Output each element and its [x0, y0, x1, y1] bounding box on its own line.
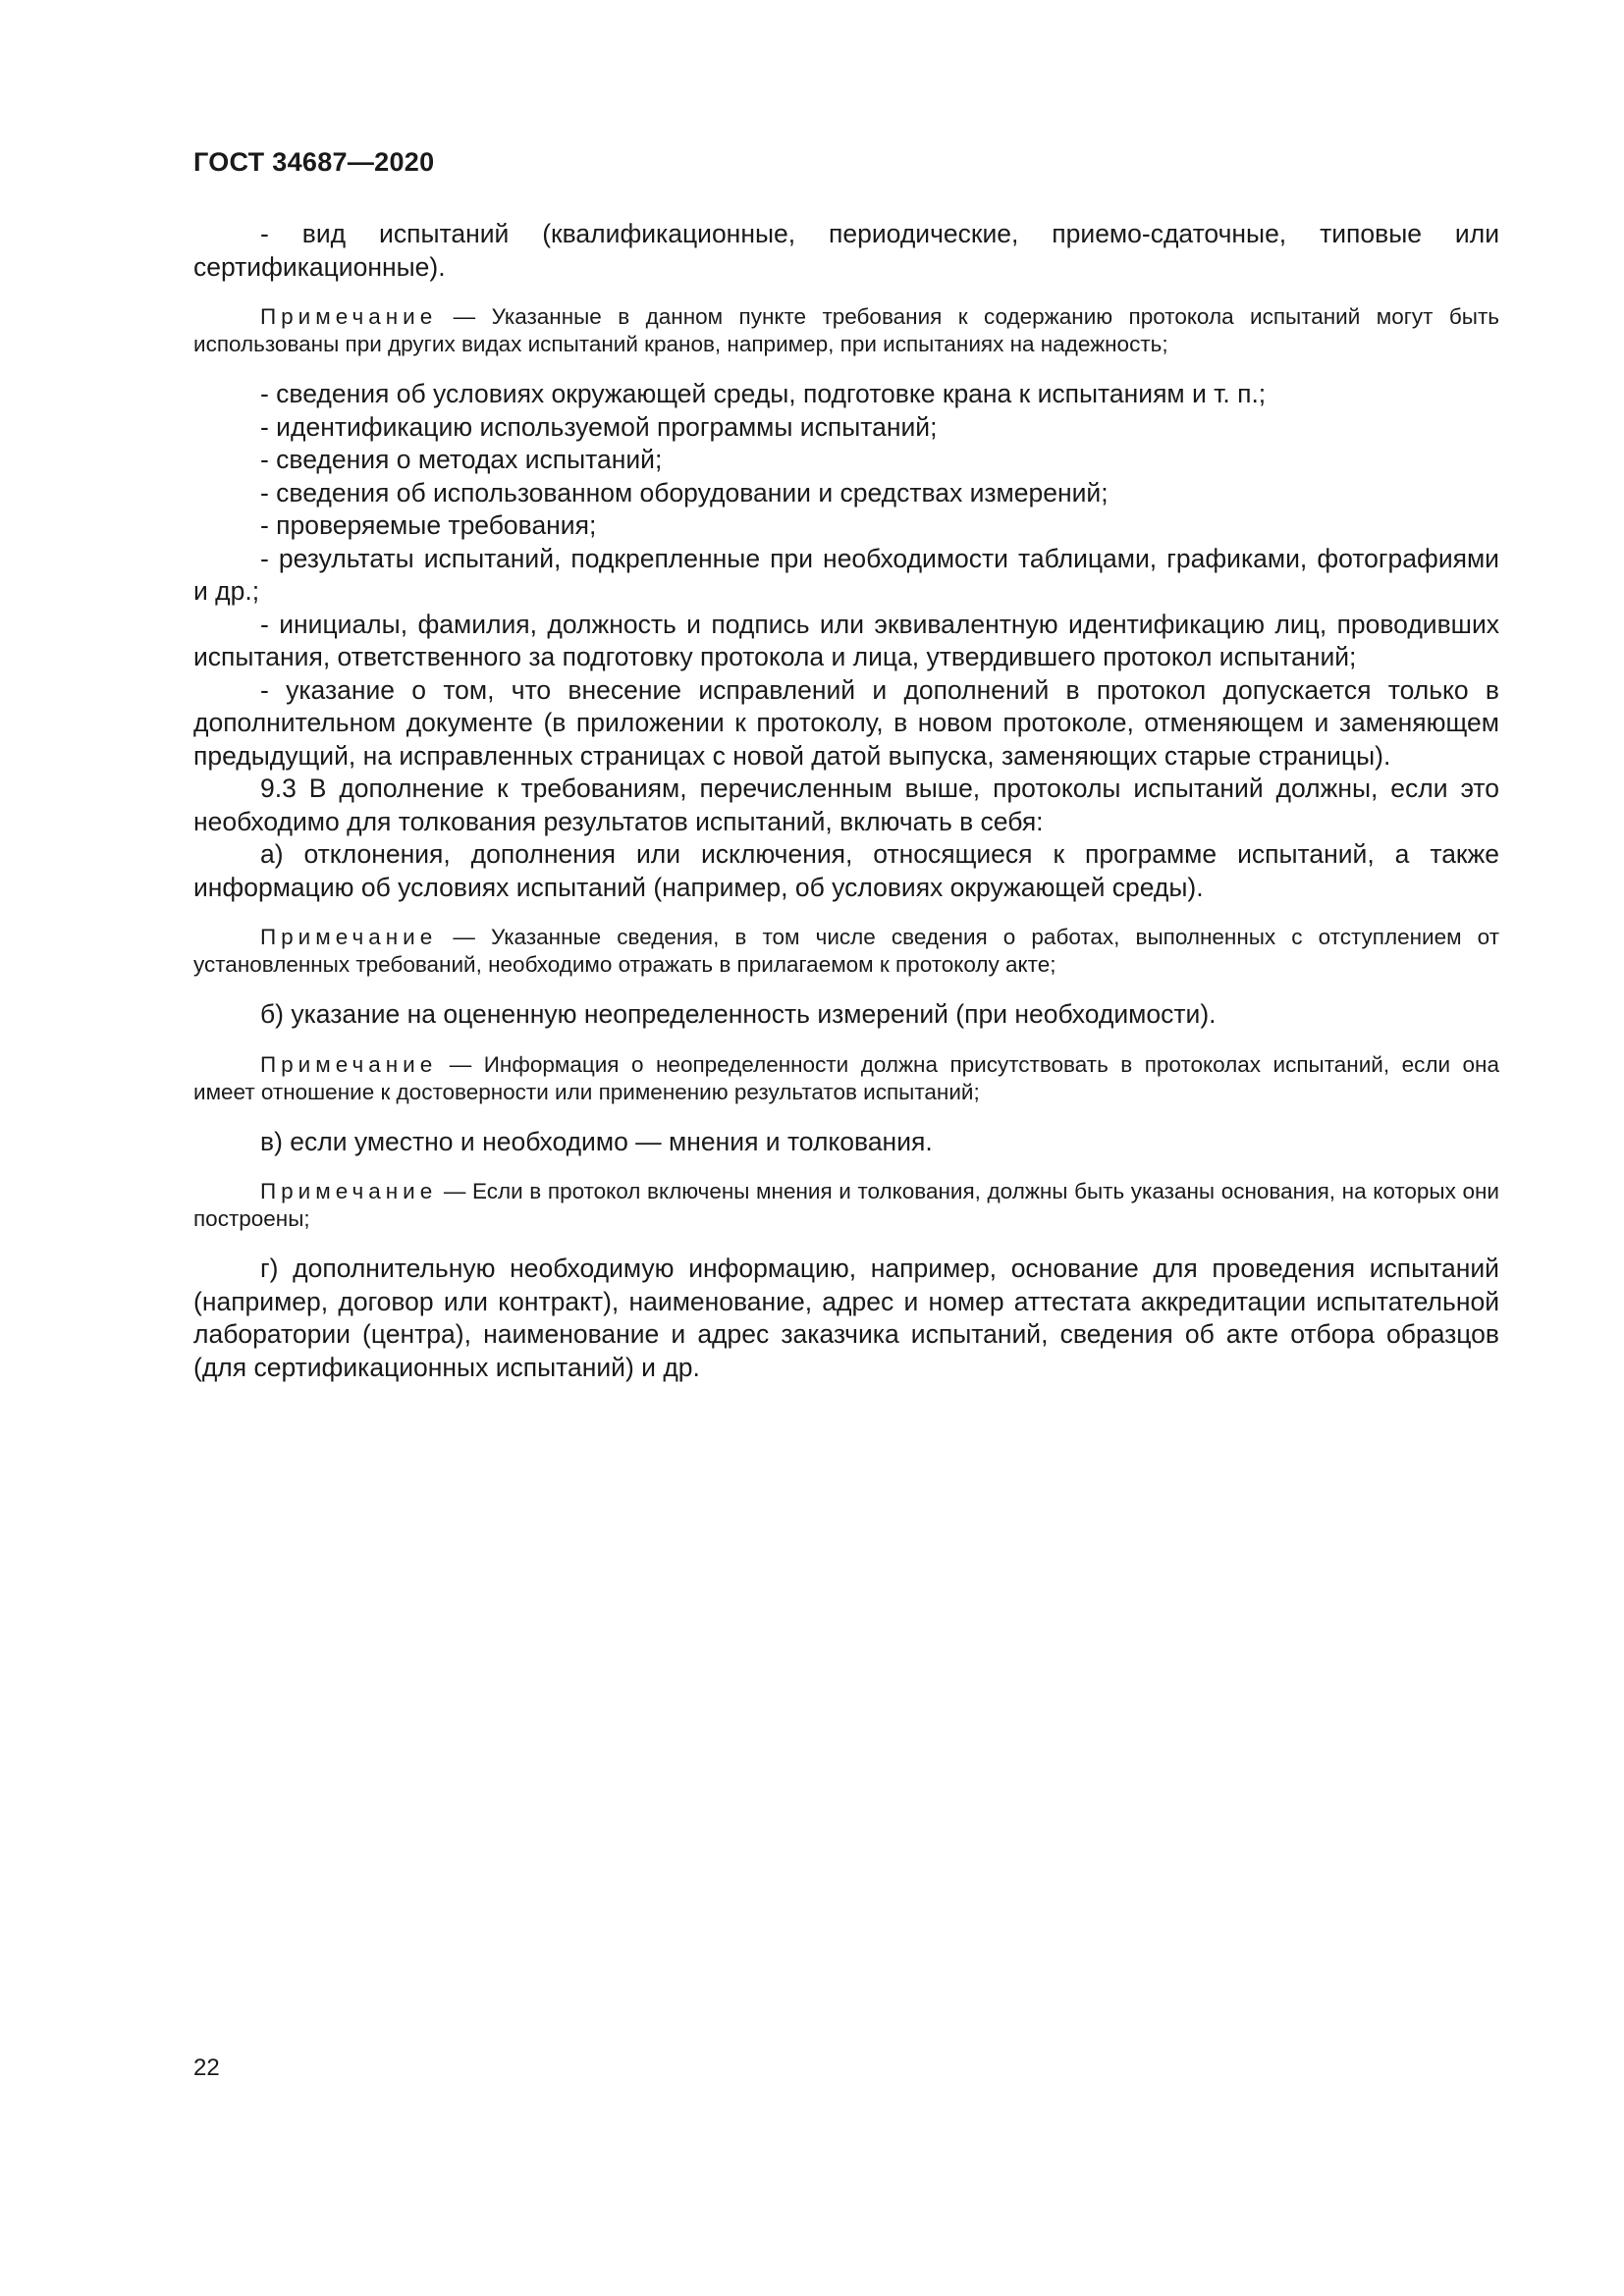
sub-item: в) если уместно и необходимо — мнения и толкования. [260, 1126, 933, 1156]
sub-item: г) дополнительную необходимую информацию, например, основание для проведения испытаний (например, договор или контракт), наименование, адрес и номер аттестата аккредитации испытательной лаборатории (центра), наименование и адрес заказчика испытаний, сведения об акте отбора образцов (для сертификационных испытаний) и др. [193, 1254, 1499, 1382]
note-text: — Указанные в данном пункте требования к содержанию протокола испытаний могут быть использованы при других видах испытаний кранов, например, при испытаниях на надежность; [193, 304, 1499, 356]
document-code-header: ГОСТ 34687—2020 [193, 147, 435, 177]
note-block [193, 1178, 1499, 1233]
list-item: - проверяемые требования; [260, 510, 597, 540]
note-block [193, 924, 1499, 979]
list-item: - сведения об использованном оборудовании и средствах измерений; [260, 477, 1109, 507]
note-label: Примечание [260, 1179, 438, 1203]
note-text: — Информация о неопределенности должна присутствовать в протоколах испытаний, если она имеет отношение к достоверности или применению результатов испытаний; [193, 1051, 1499, 1104]
list-item: - сведения о методах испытаний; [260, 445, 663, 474]
note-text: — Указанные сведения, в том числе сведения о работах, выполненных с отступлением от установленных требований, необходимо отражать в прилагаемом к протоколу акте; [193, 925, 1499, 977]
list-item: - инициалы, фамилия, должность и подпись или эквивалентную идентификацию лиц, проводивших испытания, ответственного за подготовку протокола и лица, утвердившего протокол испытаний; [193, 609, 1499, 671]
note-label: Примечание [260, 304, 438, 329]
page-number: 22 [193, 2055, 220, 2081]
list-item: - результаты испытаний, подкрепленные при необходимости таблицами, графиками, фотографиями и др.; [193, 543, 1499, 606]
sub-item: б) указание на оцененную неопределенность измерений (при необходимости). [260, 999, 1217, 1029]
note-block [193, 1051, 1499, 1106]
note-block [193, 303, 1499, 358]
document-body [193, 218, 1499, 1384]
clause-paragraph: 9.3 В дополнение к требованиям, перечисленным выше, протоколы испытаний должны, если это необходимо для толкования результатов испытаний, включать в себя: [193, 774, 1499, 836]
note-text: — Если в протокол включены мнения и толкования, должны быть указаны основания, на которых они построены; [193, 1179, 1499, 1231]
note-label: Примечание [260, 925, 438, 949]
list-item: - идентификацию используемой программы испытаний; [260, 411, 938, 442]
list-item: - вид испытаний (квалификационные, периодические, приемо-сдаточные, типовые или сертификационные). [193, 219, 1499, 282]
list-item: - сведения об условиях окружающей среды, подготовке крана к испытаниям и т. п.; [260, 379, 1267, 408]
list-item: - указание о том, что внесение исправлений и дополнений в протокол допускается только в дополнительном документе (в приложении к протоколу, в новом протоколе, отменяющем и заменяющем предыдущий, на исправленных страницах с новой датой выпуска, заменяющих старые страницы). [193, 674, 1499, 771]
sub-item: а) отклонения, дополнения или исключения, относящиеся к программе испытаний, а также информацию об условиях испытаний (например, об условиях окружающей среды). [193, 839, 1499, 902]
note-label: Примечание [260, 1051, 438, 1077]
